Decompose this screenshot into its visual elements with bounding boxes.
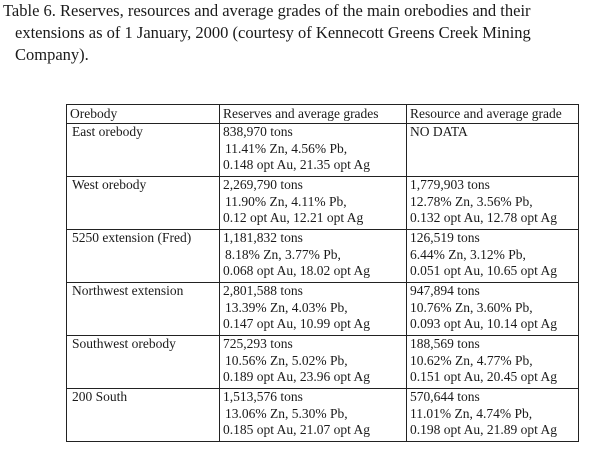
reserves-au-ag: 0.189 opt Au, 23.96 opt Ag (223, 369, 371, 384)
table-row (67, 177, 579, 230)
reserves-au-ag: 0.148 opt Au, 21.35 opt Ag (223, 157, 371, 172)
table-row (67, 283, 579, 336)
header-reserves: Reserves and average grades (220, 105, 407, 124)
resource-tons: 126,519 tons (410, 230, 480, 245)
table-row (67, 336, 579, 389)
resource-cell (407, 124, 579, 177)
reserves-au-ag: 0.12 opt Au, 12.21 opt Ag (223, 210, 364, 225)
table-row (67, 389, 579, 442)
orebody-table (66, 104, 579, 442)
reserves-zn-pb: 13.06% Zn, 5.30% Pb, (225, 405, 348, 421)
resource-zn-pb: 11.01% Zn, 4.74% Pb, (410, 405, 533, 421)
caption-line-2: extensions as of 1 January, 2000 (courtesy of Kennecott Greens Creek Mining (15, 23, 531, 42)
reserves-cell (220, 177, 407, 230)
reserves-zn-pb: 11.90% Zn, 4.11% Pb, (225, 193, 347, 209)
orebody-name: Northwest extension (67, 283, 220, 336)
reserves-tons: 2,269,790 tons (223, 177, 303, 192)
reserves-cell (220, 336, 407, 389)
resource-cell (407, 389, 579, 442)
reserves-cell (220, 230, 407, 283)
orebody-name: 5250 extension (Fred) (67, 230, 220, 283)
header-orebody: Orebody (67, 105, 220, 124)
reserves-cell (220, 283, 407, 336)
resource-tons: 947,894 tons (410, 283, 480, 298)
caption-line-1: Table 6. Reserves, resources and average grades of the main orebodies and their (3, 1, 531, 20)
resource-tons: 570,644 tons (410, 389, 480, 404)
orebody-name: West orebody (67, 177, 220, 230)
resource-zn-pb: 10.76% Zn, 3.60% Pb, (410, 299, 533, 315)
table-header-row (67, 105, 579, 124)
reserves-tons: 838,970 tons (223, 124, 293, 139)
reserves-cell (220, 389, 407, 442)
header-resource: Resource and average grade (407, 105, 579, 124)
reserves-zn-pb: 8.18% Zn, 3.77% Pb, (225, 246, 341, 262)
table-caption (3, 0, 603, 66)
resource-tons: NO DATA (410, 124, 468, 139)
reserves-au-ag: 0.068 opt Au, 18.02 opt Ag (223, 263, 371, 278)
resource-zn-pb: 6.44% Zn, 3.12% Pb, (410, 246, 526, 262)
resource-au-ag: 0.132 opt Au, 12.78 opt Ag (410, 210, 558, 225)
caption-line-3: Company). (15, 45, 89, 64)
reserves-tons: 2,801,588 tons (223, 283, 303, 298)
resource-cell (407, 177, 579, 230)
reserves-au-ag: 0.147 opt Au, 10.99 opt Ag (223, 316, 371, 331)
resource-au-ag: 0.151 opt Au, 20.45 opt Ag (410, 369, 558, 384)
reserves-zn-pb: 11.41% Zn, 4.56% Pb, (225, 140, 348, 156)
table-row (67, 124, 579, 177)
orebody-table-container (66, 104, 579, 442)
reserves-tons: 1,513,576 tons (223, 389, 303, 404)
resource-cell (407, 283, 579, 336)
resource-au-ag: 0.198 opt Au, 21.89 opt Ag (410, 422, 558, 437)
resource-cell (407, 230, 579, 283)
reserves-zn-pb: 13.39% Zn, 4.03% Pb, (225, 299, 348, 315)
table-row (67, 230, 579, 283)
reserves-au-ag: 0.185 opt Au, 21.07 opt Ag (223, 422, 371, 437)
orebody-name: Southwest orebody (67, 336, 220, 389)
reserves-tons: 1,181,832 tons (223, 230, 303, 245)
resource-au-ag: 0.051 opt Au, 10.65 opt Ag (410, 263, 558, 278)
resource-zn-pb: 10.62% Zn, 4.77% Pb, (410, 352, 533, 368)
reserves-cell (220, 124, 407, 177)
orebody-name: East orebody (67, 124, 220, 177)
reserves-tons: 725,293 tons (223, 336, 293, 351)
resource-tons: 1,779,903 tons (410, 177, 490, 192)
resource-au-ag: 0.093 opt Au, 10.14 opt Ag (410, 316, 558, 331)
resource-tons: 188,569 tons (410, 336, 480, 351)
resource-zn-pb: 12.78% Zn, 3.56% Pb, (410, 193, 533, 209)
resource-cell (407, 336, 579, 389)
orebody-name: 200 South (67, 389, 220, 442)
reserves-zn-pb: 10.56% Zn, 5.02% Pb, (225, 352, 348, 368)
